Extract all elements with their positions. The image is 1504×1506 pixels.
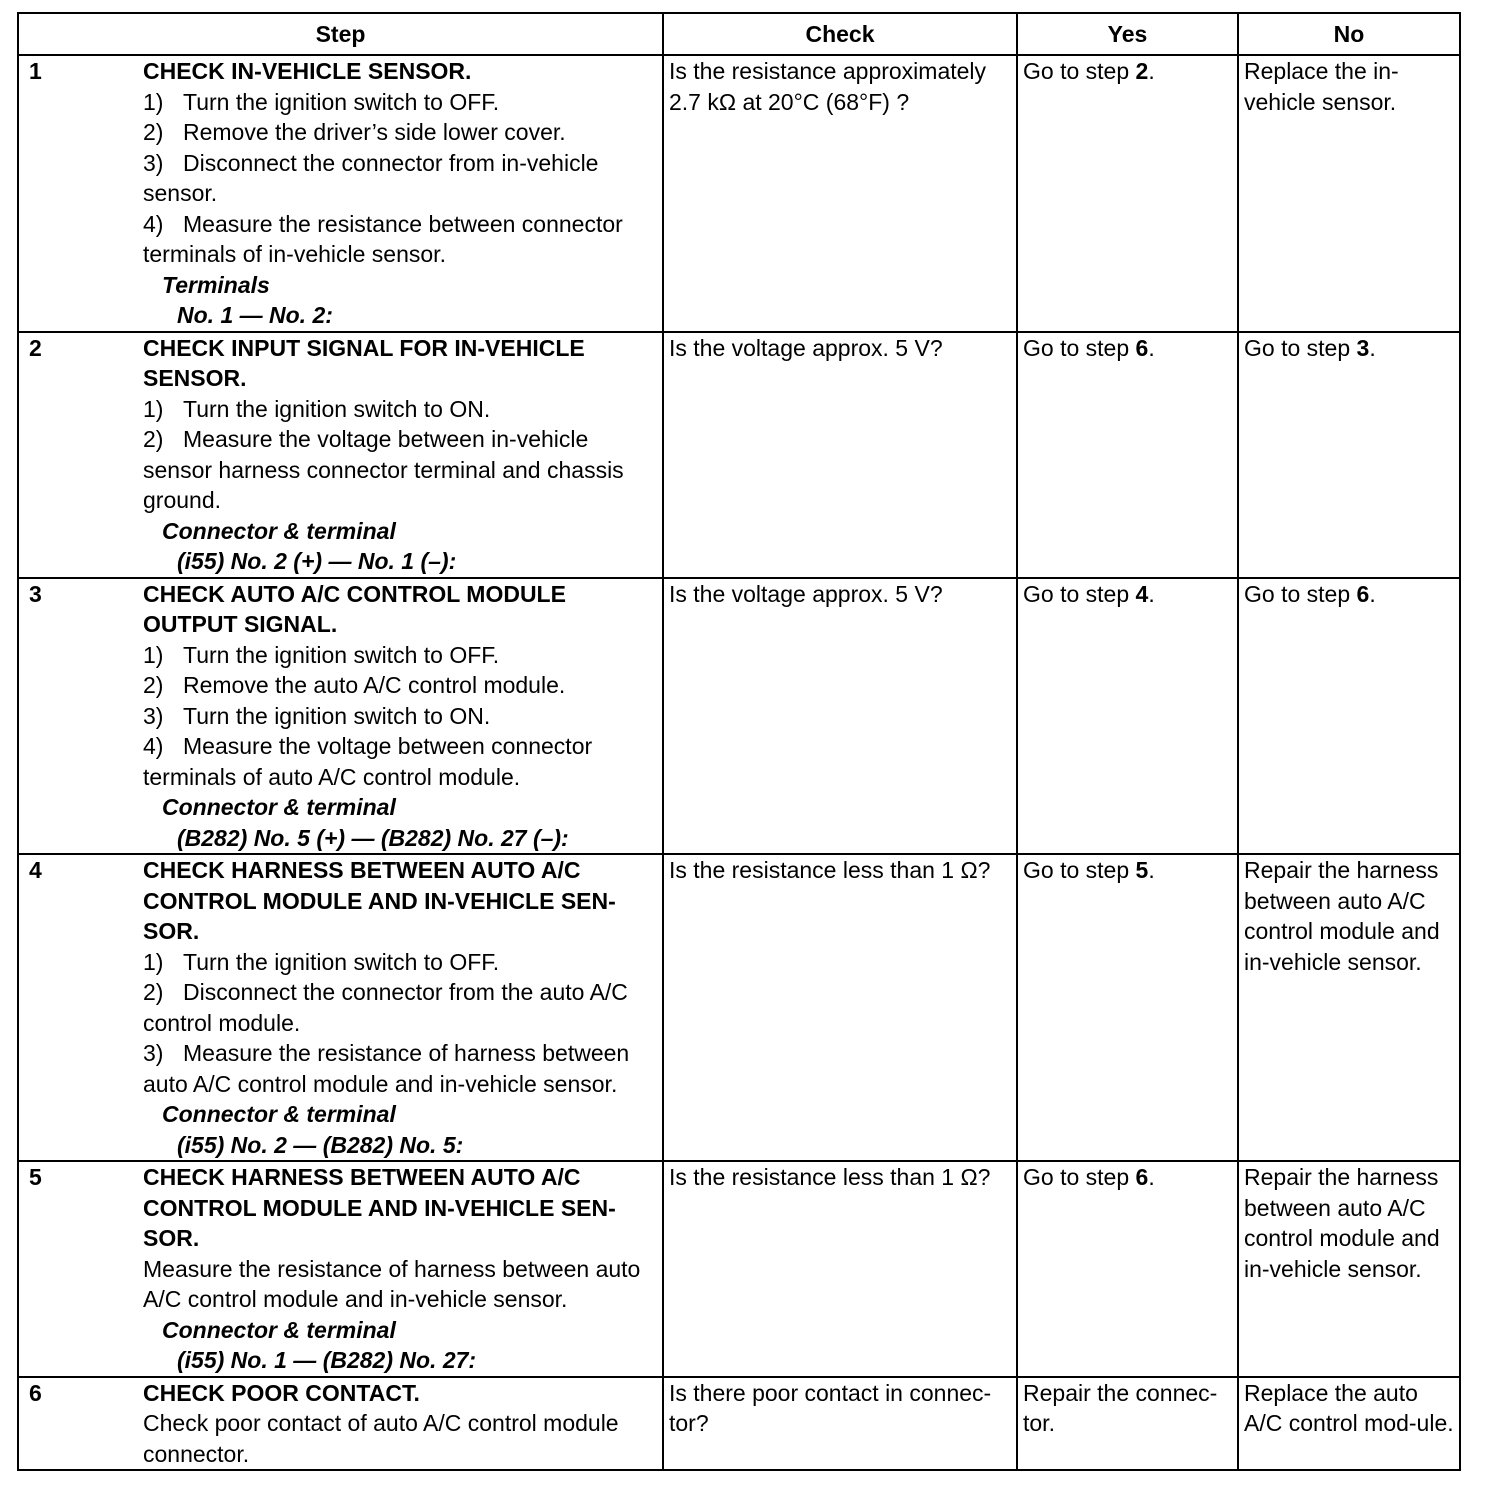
no-cell	[1238, 578, 1460, 855]
check-cell: Is the resistance less than 1 Ω?	[663, 1161, 1017, 1377]
spec-value: (i55) No. 2 — (B282) No. 5:	[177, 1131, 464, 1158]
check-cell: Is the resistance less than 1 Ω?	[663, 854, 1017, 1161]
yes-goto-step: 6	[1135, 334, 1149, 361]
step-description	[143, 1162, 658, 1376]
step-title: SOR.	[143, 1225, 200, 1251]
yes-cell: Repair the connec-tor.	[1017, 1377, 1238, 1471]
no-cell: Repair the harness between auto A/C control module and in-vehicle sensor.	[1238, 1161, 1460, 1377]
instruction-text: Turn the ignition switch to OFF.	[183, 641, 500, 668]
step-cell	[18, 332, 663, 578]
yes-cell	[1017, 55, 1238, 332]
instruction-text: Remove the auto A/C control module.	[183, 672, 566, 698]
instruction-number: 4)	[143, 733, 164, 759]
yes-goto-text: Go to step	[1023, 580, 1130, 607]
instruction-number: 1)	[143, 88, 164, 115]
spec-label: Connector & terminal	[162, 794, 396, 820]
yes-goto-suffix: .	[1148, 58, 1155, 84]
step-number: 1	[29, 58, 42, 84]
spec-value: (i55) No. 1 — (B282) No. 27:	[177, 1347, 477, 1373]
yes-goto-suffix: .	[1148, 580, 1155, 607]
instruction-text: Measure the voltage between connector terminals of auto A/C control module.	[143, 733, 593, 790]
header-yes: Yes	[1017, 13, 1238, 55]
step-instruction	[143, 701, 652, 732]
step-number: 2	[29, 334, 42, 361]
instruction-text: Measure the resistance between connector terminals of in-vehicle sensor.	[143, 210, 623, 267]
step-description	[143, 855, 658, 1160]
step-instruction-text: Measure the resistance of harness between auto A/C control module and in-vehicle sensor.	[143, 1255, 641, 1312]
spec-value: (B282) No. 5 (+) — (B282) No. 27 (–):	[177, 824, 569, 851]
no-goto-step: 6	[1356, 580, 1370, 607]
spec-value: (i55) No. 2 (+) — No. 1 (–):	[177, 548, 457, 574]
step-cell	[18, 1161, 663, 1377]
no-cell: Repair the harness between auto A/C control module and in-vehicle sensor.	[1238, 854, 1460, 1161]
step-instruction	[143, 148, 652, 209]
step-instruction	[143, 424, 652, 516]
yes-cell	[1017, 578, 1238, 855]
no-goto-text: Go to step	[1244, 580, 1351, 607]
step-number: 4	[29, 857, 42, 883]
step-instruction	[143, 87, 652, 118]
spec-label: Connector & terminal	[162, 517, 396, 544]
step-number: 5	[29, 1164, 42, 1190]
instruction-text: Turn the ignition switch to ON.	[183, 395, 491, 422]
step-description	[143, 579, 658, 854]
spec-label: Connector & terminal	[162, 1316, 396, 1343]
step-description	[143, 333, 658, 577]
yes-cell	[1017, 1161, 1238, 1377]
instruction-number: 3)	[143, 702, 164, 729]
no-goto-text: Go to step	[1244, 334, 1351, 361]
step-instruction	[143, 947, 652, 978]
yes-goto-text: Go to step	[1023, 58, 1130, 84]
spec-label: Terminals	[162, 271, 270, 298]
yes-goto-step: 4	[1135, 580, 1149, 607]
step-title: SOR.	[143, 918, 200, 944]
step-title: CHECK POOR CONTACT.	[143, 1379, 420, 1406]
yes-goto-text: Go to step	[1023, 334, 1130, 361]
instruction-text: Turn the ignition switch to ON.	[183, 702, 491, 729]
header-check: Check	[663, 13, 1017, 55]
instruction-number: 2)	[143, 672, 164, 698]
no-goto-suffix: .	[1369, 334, 1376, 361]
check-cell: Is the voltage approx. 5 V?	[663, 332, 1017, 578]
yes-goto-suffix: .	[1148, 334, 1155, 361]
spec-value: No. 1 — No. 2:	[177, 302, 333, 328]
step-number: 3	[29, 580, 42, 607]
step-title: CHECK HARNESS BETWEEN AUTO A/C CONTROL MODULE AND IN-VEHICLE SEN-	[143, 1164, 616, 1221]
instruction-number: 4)	[143, 210, 164, 237]
step-title: CHECK IN-VEHICLE SENSOR.	[143, 58, 472, 84]
instruction-text: Disconnect the connector from the auto A/C control module.	[143, 979, 628, 1036]
no-goto-suffix: .	[1369, 580, 1376, 607]
table-header-row	[18, 13, 1460, 55]
yes-goto-suffix: .	[1148, 857, 1155, 883]
yes-cell	[1017, 854, 1238, 1161]
step-instruction	[143, 394, 652, 425]
step-title: CHECK HARNESS BETWEEN AUTO A/C CONTROL MODULE AND IN-VEHICLE SEN-	[143, 857, 616, 914]
instruction-number: 2)	[143, 119, 164, 145]
yes-cell	[1017, 332, 1238, 578]
instruction-number: 2)	[143, 979, 164, 1005]
step-description	[143, 56, 658, 331]
step-number: 6	[29, 1379, 42, 1406]
no-goto-step: 3	[1356, 334, 1370, 361]
instruction-text: Remove the driver’s side lower cover.	[183, 119, 566, 145]
step-instruction	[143, 640, 652, 671]
yes-goto-text: Go to step	[1023, 1164, 1130, 1190]
step-instruction	[143, 117, 652, 148]
instruction-text: Measure the voltage between in-vehicle sensor harness connector terminal and chassis ground.	[143, 426, 624, 513]
yes-goto-suffix: .	[1148, 1164, 1155, 1190]
step-cell	[18, 1377, 663, 1471]
step-instruction	[143, 1038, 652, 1099]
instruction-text: Measure the resistance of harness between auto A/C control module and in-vehicle sensor.	[143, 1040, 630, 1097]
no-cell: Replace the in-vehicle sensor.	[1238, 55, 1460, 332]
step-description	[143, 1378, 658, 1470]
table-row	[18, 854, 1460, 1161]
step-instruction	[143, 977, 652, 1038]
step-cell	[18, 55, 663, 332]
step-instruction	[143, 670, 652, 701]
no-cell: Replace the auto A/C control mod-ule.	[1238, 1377, 1460, 1471]
instruction-number: 2)	[143, 426, 164, 452]
instruction-number: 3)	[143, 1040, 164, 1066]
check-cell: Is the resistance approximately 2.7 kΩ at 20°C (68°F) ?	[663, 55, 1017, 332]
step-instruction	[143, 209, 652, 270]
yes-goto-text: Go to step	[1023, 857, 1130, 883]
step-instruction-text: Check poor contact of auto A/C control module connector.	[143, 1410, 619, 1467]
instruction-number: 3)	[143, 149, 164, 176]
no-cell	[1238, 332, 1460, 578]
check-cell: Is there poor contact in connec-tor?	[663, 1377, 1017, 1471]
step-title: CHECK INPUT SIGNAL FOR IN-VEHICLE SENSOR.	[143, 334, 585, 391]
header-no: No	[1238, 13, 1460, 55]
table-row	[18, 578, 1460, 855]
instruction-text: Turn the ignition switch to OFF.	[183, 88, 500, 115]
step-cell	[18, 578, 663, 855]
table-body	[18, 55, 1460, 1470]
instruction-text: Turn the ignition switch to OFF.	[183, 948, 500, 975]
table-row	[18, 1377, 1460, 1471]
step-instruction	[143, 731, 652, 792]
table-row	[18, 332, 1460, 578]
step-title: CHECK AUTO A/C CONTROL MODULE OUTPUT SIGNAL.	[143, 580, 566, 637]
instruction-number: 1)	[143, 395, 164, 422]
table-row	[18, 55, 1460, 332]
spec-label: Connector & terminal	[162, 1101, 396, 1127]
instruction-number: 1)	[143, 641, 164, 668]
header-step: Step	[18, 13, 663, 55]
check-cell: Is the voltage approx. 5 V?	[663, 578, 1017, 855]
instruction-text: Disconnect the connector from in-vehicle sensor.	[143, 149, 599, 206]
yes-goto-step: 6	[1135, 1164, 1149, 1190]
diagnostic-procedure-table	[17, 12, 1461, 1471]
step-cell	[18, 854, 663, 1161]
yes-goto-step: 5	[1135, 857, 1149, 883]
instruction-number: 1)	[143, 948, 164, 975]
table-row	[18, 1161, 1460, 1377]
yes-goto-step: 2	[1135, 58, 1149, 84]
